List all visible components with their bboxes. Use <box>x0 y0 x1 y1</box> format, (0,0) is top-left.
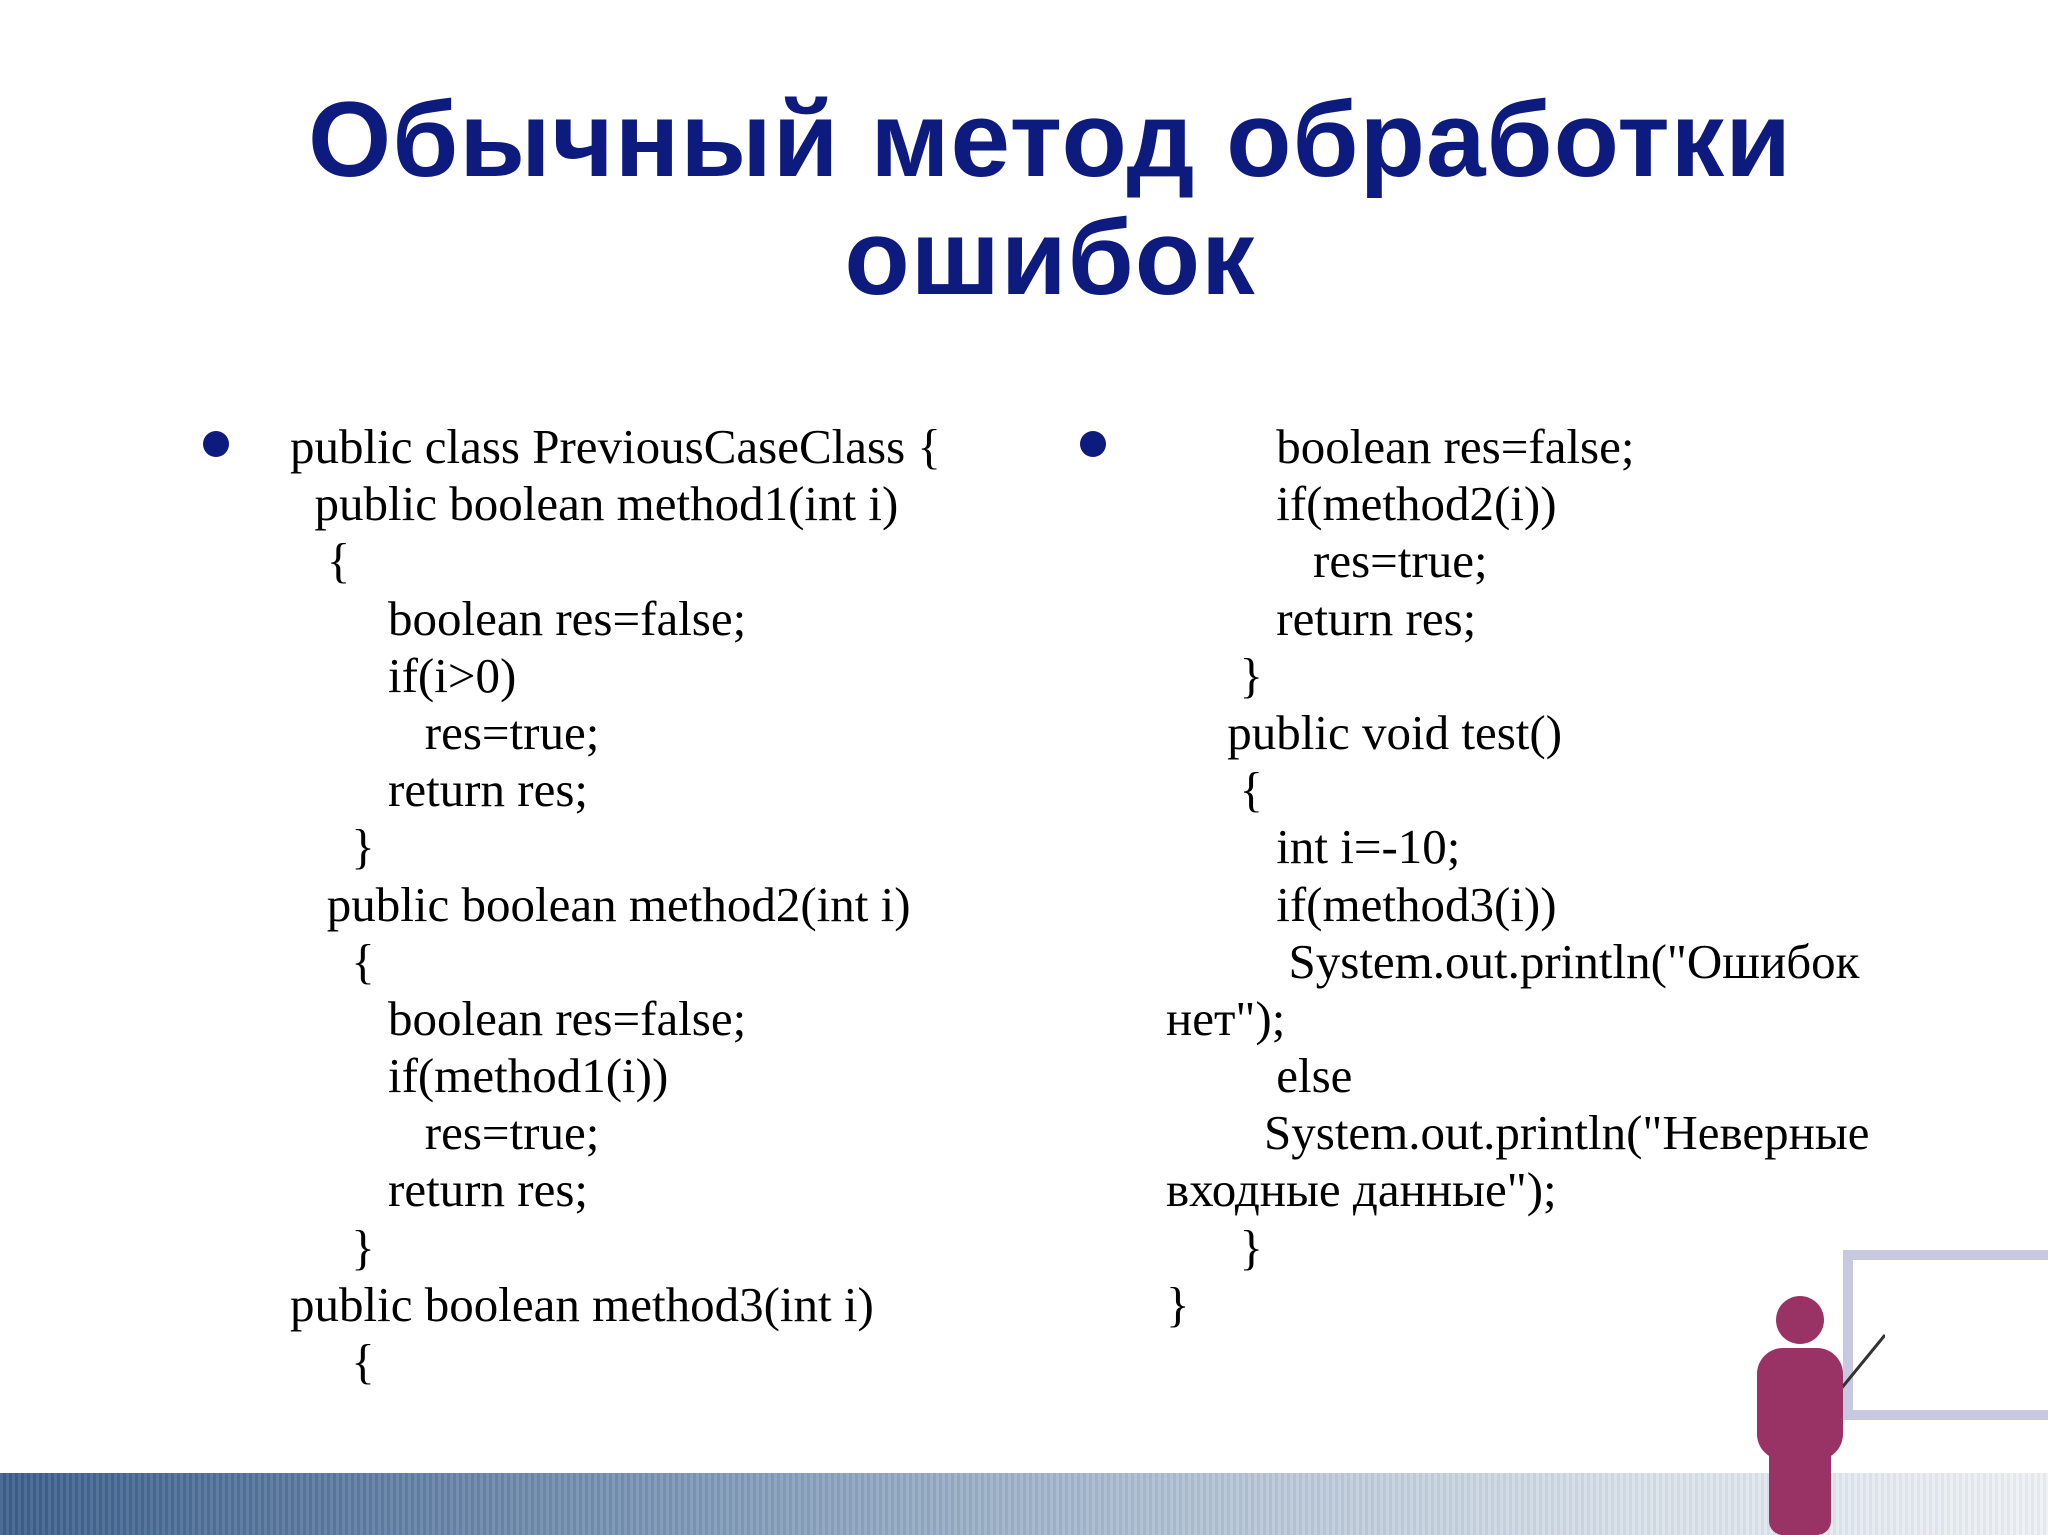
right-code-line: if(method3(i)) <box>1166 876 1557 932</box>
left-code-block <box>290 418 941 1390</box>
right-code-line: { <box>1166 762 1264 818</box>
right-code-line: } <box>1166 647 1264 703</box>
left-code-line: public class PreviousCaseClass { <box>290 419 941 474</box>
left-bullet <box>203 431 229 457</box>
left-code-line: if(method1(i)) <box>290 1048 669 1104</box>
right-code-line: } <box>1166 1276 1190 1332</box>
right-code-line: нет"); <box>1166 990 1286 1046</box>
right-code-line: } <box>1166 1219 1264 1275</box>
slide-title <box>260 80 1840 316</box>
right-code-line: int i=-10; <box>1166 819 1461 875</box>
left-code-line: res=true; <box>290 704 600 760</box>
right-code-line: if(method2(i)) <box>1166 476 1557 532</box>
presenter-figure-icon <box>1735 1290 1885 1535</box>
left-code-line: { <box>290 1334 375 1389</box>
right-code-line: res=true; <box>1166 533 1488 589</box>
title-line-1: Обычный метод обработки <box>307 79 1792 199</box>
left-code-line: { <box>290 533 351 589</box>
left-code-line: public boolean method2(int i) <box>290 876 911 932</box>
right-code-line: return res; <box>1166 590 1477 646</box>
left-code-line: if(i>0) <box>290 647 517 703</box>
left-code-line: } <box>290 1219 375 1275</box>
right-code-block <box>1166 418 1870 1333</box>
right-code-line: public void test() <box>1166 704 1563 760</box>
right-code-line: System.out.println("Неверные <box>1166 1105 1870 1161</box>
left-code-line: res=true; <box>290 1105 600 1161</box>
right-bullet <box>1080 431 1106 457</box>
left-code-line: return res; <box>290 1162 588 1218</box>
left-code-line: boolean res=false; <box>290 990 747 1046</box>
left-code-line: public boolean method3(int i) <box>290 1276 874 1332</box>
title-line-2: ошибок <box>844 197 1256 317</box>
right-code-line: входные данные"); <box>1166 1162 1557 1218</box>
left-code-line: public boolean method1(int i) <box>290 476 899 532</box>
left-code-line: { <box>290 933 375 989</box>
right-code-line: boolean res=false; <box>1166 419 1635 474</box>
right-code-line: else <box>1166 1048 1353 1104</box>
left-code-line: } <box>290 819 375 875</box>
left-code-line: return res; <box>290 762 588 818</box>
left-code-line: boolean res=false; <box>290 590 747 646</box>
right-code-line: System.out.println("Ошибок <box>1166 933 1860 989</box>
